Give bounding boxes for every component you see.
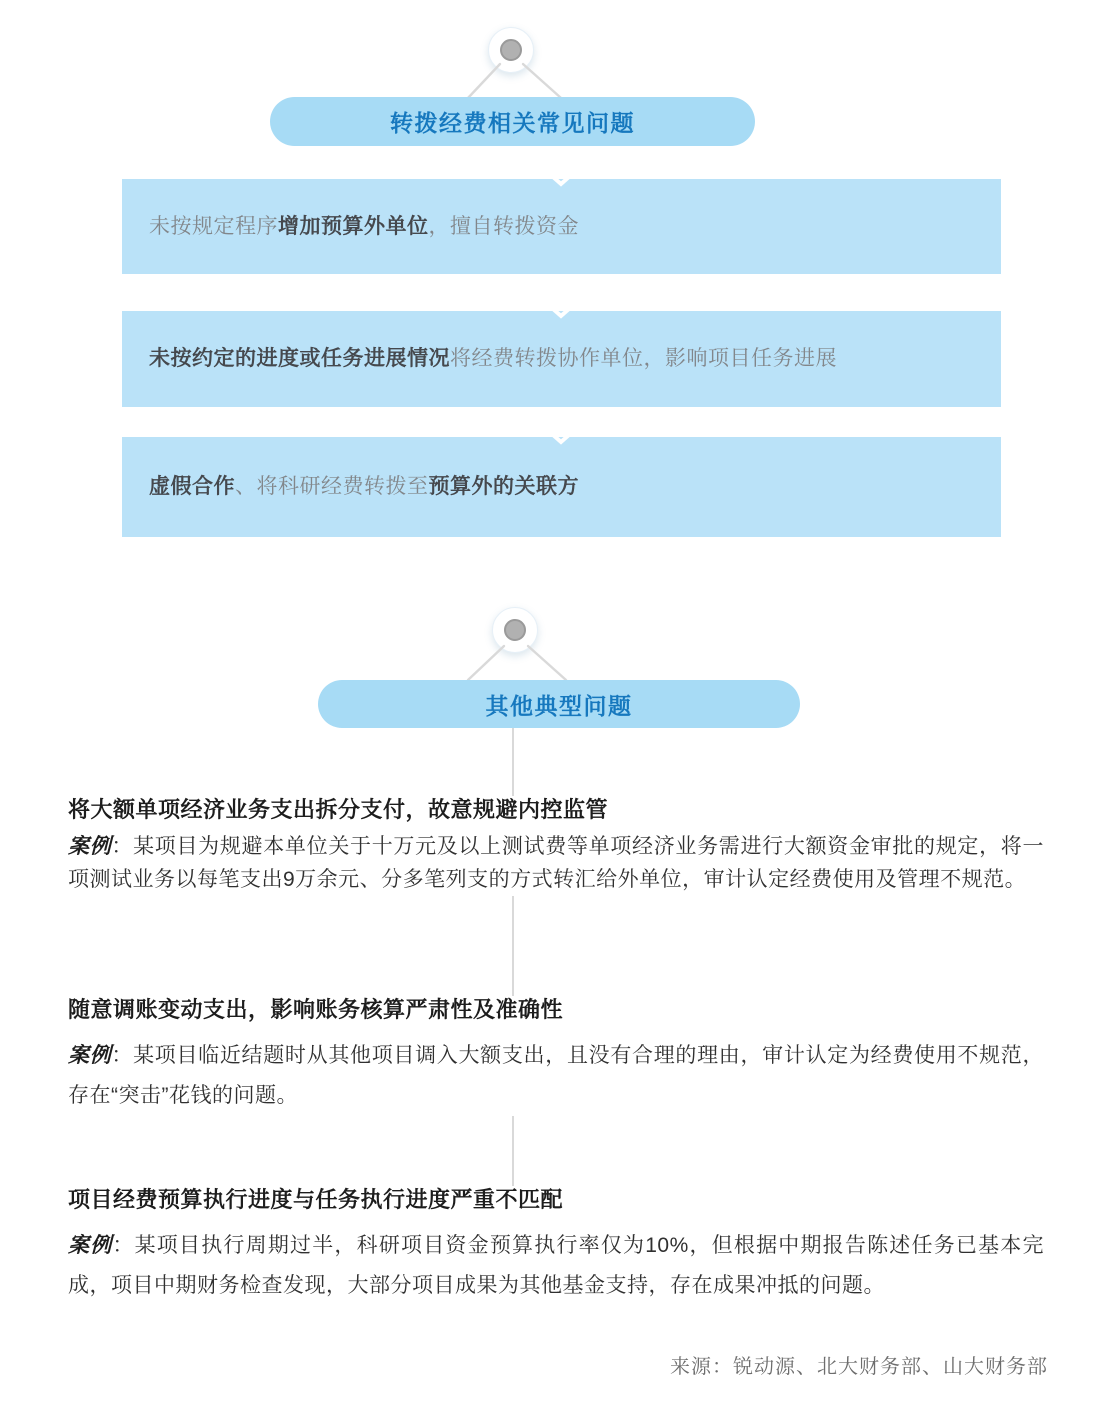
chevron-down-icon xyxy=(549,432,573,445)
issue-box xyxy=(122,311,1001,407)
issue-text: 未按规定程序增加预算外单位，擅自转拨资金 xyxy=(149,214,579,238)
connector-lines xyxy=(458,642,578,684)
issue-box xyxy=(122,179,1001,274)
section-title-pill xyxy=(318,680,800,728)
section-title: 其他典型问题 xyxy=(485,692,633,719)
chevron-down-icon xyxy=(549,174,573,187)
case-section xyxy=(68,996,1044,1116)
case-text: ：某项目为规避本单位关于十万元及以上测试费等单项经济业务需进行大额资金审批的规定，将一项测试业务以每笔支出9万余元、分多笔列支的方式转汇给外单位，审计认定经费使用及管理不规范。 xyxy=(68,835,1045,891)
source-attribution: 来源：锐动源、北大财务部、山大财务部 xyxy=(670,1356,1048,1378)
connector-lines xyxy=(455,60,575,102)
section-title-pill xyxy=(270,97,755,146)
case-section xyxy=(68,796,1044,896)
case-body xyxy=(68,1226,1044,1306)
case-label: 案例 xyxy=(68,1044,112,1067)
case-heading: 项目经费预算执行进度与任务执行进度严重不匹配 xyxy=(68,1187,564,1212)
section-title: 转拨经费相关常见问题 xyxy=(390,110,635,136)
case-label: 案例 xyxy=(68,1234,113,1257)
case-heading: 将大额单项经济业务支出拆分支付，故意规避内控监管 xyxy=(68,797,609,822)
issue-text: 未按约定的进度或任务进展情况将经费转拨协作单位，影响项目任务进展 xyxy=(149,347,837,371)
case-section xyxy=(68,1186,1044,1306)
case-body xyxy=(68,830,1044,896)
case-heading: 随意调账变动支出，影响账务核算严肃性及准确性 xyxy=(68,997,564,1022)
issue-text: 虚假合作、将科研经费转拨至预算外的关联方 xyxy=(149,475,579,499)
case-text: ：某项目执行周期过半，科研项目资金预算执行率仅为10%，但根据中期报告陈述任务已基本完成，项目中期财务检查发现，大部分项目成果为其他基金支持，存在成果冲抵的问题。 xyxy=(68,1234,1044,1297)
chevron-down-icon xyxy=(549,306,573,319)
issue-box xyxy=(122,437,1001,537)
timeline-node-dot xyxy=(500,39,522,61)
case-body xyxy=(68,1036,1044,1116)
case-label: 案例 xyxy=(68,835,112,858)
timeline-node-dot xyxy=(504,619,526,641)
case-text: ：某项目临近结题时从其他项目调入大额支出，且没有合理的理由，审计认定为经费使用不规范，存在“突击”花钱的问题。 xyxy=(68,1044,1045,1107)
